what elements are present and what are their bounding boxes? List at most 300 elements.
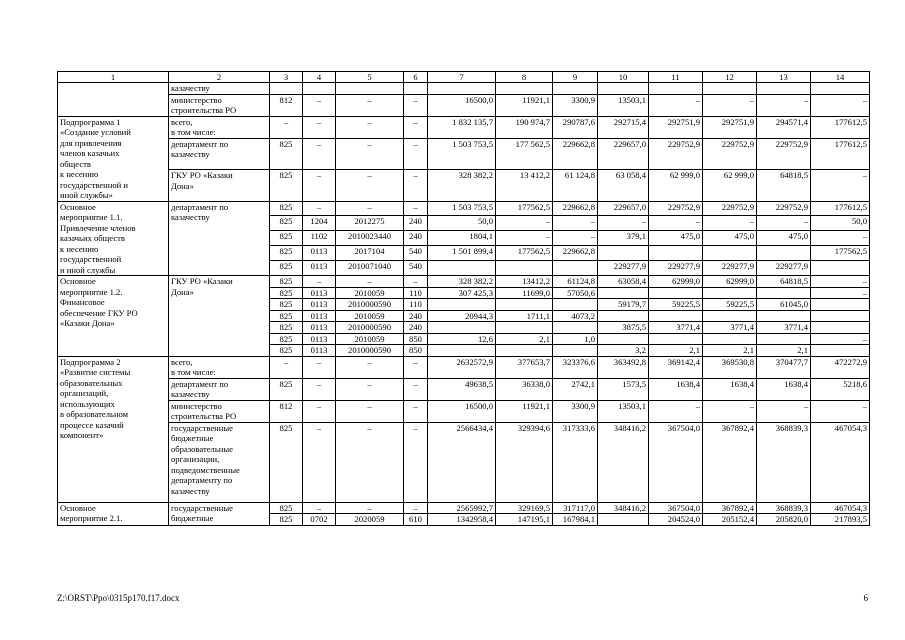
amount-cell: 2566434,4 bbox=[428, 422, 496, 502]
section-code-cell: – bbox=[303, 400, 336, 422]
amount-cell: 329169,5 bbox=[496, 502, 553, 514]
amount-cell bbox=[553, 322, 598, 334]
grbs-code-cell: 825 bbox=[270, 345, 303, 357]
amount-cell: 1638,4 bbox=[757, 378, 811, 400]
amount-cell bbox=[496, 345, 553, 357]
amount-cell: 61 124,8 bbox=[553, 170, 598, 202]
amount-cell bbox=[553, 345, 598, 357]
amount-cell bbox=[598, 514, 649, 526]
amount-cell: 205820,0 bbox=[757, 514, 811, 526]
amount-cell: 177562,5 bbox=[496, 246, 553, 261]
amount-cell: 177 562,5 bbox=[496, 138, 553, 170]
executor-cell: департамент по казачеству bbox=[169, 201, 270, 276]
expense-type-cell: – bbox=[404, 422, 428, 502]
amount-cell: 50,0 bbox=[811, 216, 870, 231]
amount-cell: 229752,9 bbox=[757, 201, 811, 216]
amount-cell: 64818,5 bbox=[757, 276, 811, 288]
table-row bbox=[58, 276, 870, 288]
amount-cell: 205152,4 bbox=[703, 514, 757, 526]
expense-type-cell: – bbox=[404, 170, 428, 202]
amount-cell: – bbox=[496, 231, 553, 246]
amount-cell: 2,1 bbox=[757, 345, 811, 357]
section-code-cell: 0113 bbox=[303, 322, 336, 334]
amount-cell: 1 503 753,5 bbox=[428, 201, 496, 216]
target-article-cell: – bbox=[336, 378, 404, 400]
col-header-7: 7 bbox=[428, 72, 496, 83]
expense-type-cell: – bbox=[404, 356, 428, 378]
grbs-code-cell: 812 bbox=[270, 94, 303, 116]
executor-cell: министерство строительства РО bbox=[169, 94, 270, 116]
section-code-cell: – bbox=[303, 356, 336, 378]
grbs-code-cell: 825 bbox=[270, 322, 303, 334]
amount-cell: 59225,5 bbox=[649, 299, 703, 311]
amount-cell: 2,1 bbox=[703, 345, 757, 357]
amount-cell: – bbox=[598, 216, 649, 231]
amount-cell: 50,0 bbox=[428, 216, 496, 231]
amount-cell: 64818,5 bbox=[757, 170, 811, 202]
section-code-cell: – bbox=[303, 170, 336, 202]
target-article-cell: 2010000590 bbox=[336, 322, 404, 334]
amount-cell: 1,0 bbox=[553, 333, 598, 345]
grbs-code-cell: 825 bbox=[270, 170, 303, 202]
expense-type-cell: 240 bbox=[404, 216, 428, 231]
amount-cell: – bbox=[757, 216, 811, 231]
expense-type-cell: – bbox=[404, 201, 428, 216]
amount-cell: 3300,9 bbox=[553, 400, 598, 422]
expense-type-cell: – bbox=[404, 378, 428, 400]
amount-cell: 2,1 bbox=[496, 333, 553, 345]
col-header-3: 3 bbox=[270, 72, 303, 83]
target-article-cell: – bbox=[336, 400, 404, 422]
amount-cell bbox=[757, 333, 811, 345]
amount-cell bbox=[757, 287, 811, 299]
amount-cell: 307 425,3 bbox=[428, 287, 496, 299]
amount-cell: 377653,7 bbox=[496, 356, 553, 378]
section-code-cell: 0113 bbox=[303, 310, 336, 322]
expense-type-cell: 240 bbox=[404, 322, 428, 334]
amount-cell bbox=[496, 261, 553, 276]
amount-cell: 229657,0 bbox=[598, 201, 649, 216]
col-header-2: 2 bbox=[169, 72, 270, 83]
amount-cell: 177562,5 bbox=[811, 246, 870, 261]
amount-cell: 11921,1 bbox=[496, 94, 553, 116]
target-article-cell: 2020059 bbox=[336, 514, 404, 526]
amount-cell: 368839,3 bbox=[757, 422, 811, 502]
target-article-cell: 2012275 bbox=[336, 216, 404, 231]
section-code-cell: 0113 bbox=[303, 333, 336, 345]
amount-cell bbox=[428, 322, 496, 334]
executor-cell: государственные бюджетные образовательные организации, подведомственные департаменту по казачеству bbox=[169, 422, 270, 502]
grbs-code-cell: 825 bbox=[270, 310, 303, 322]
amount-cell bbox=[598, 287, 649, 299]
expense-type-cell: 540 bbox=[404, 246, 428, 261]
section-code-cell: 1102 bbox=[303, 231, 336, 246]
target-article-cell: 2010000590 bbox=[336, 299, 404, 311]
amount-cell bbox=[598, 246, 649, 261]
amount-cell: 3771,4 bbox=[703, 322, 757, 334]
amount-cell: – bbox=[649, 94, 703, 116]
section-code-cell: 1204 bbox=[303, 216, 336, 231]
program-name-cell: Подпрограмма 1 «Создание условий для привлечения членов казачьих обществ к несению государственной и иной службы» bbox=[58, 116, 169, 201]
amount-cell bbox=[496, 83, 553, 95]
amount-cell: 1804,1 bbox=[428, 231, 496, 246]
table-row bbox=[58, 170, 870, 202]
amount-cell: – bbox=[811, 170, 870, 202]
amount-cell: 294571,4 bbox=[757, 116, 811, 138]
header-row bbox=[58, 72, 870, 83]
amount-cell: 13503,1 bbox=[598, 94, 649, 116]
amount-cell: 1573,5 bbox=[598, 378, 649, 400]
amount-cell: 3,2 bbox=[598, 345, 649, 357]
amount-cell bbox=[428, 261, 496, 276]
expense-type-cell: 240 bbox=[404, 231, 428, 246]
amount-cell: 363492,8 bbox=[598, 356, 649, 378]
amount-cell: – bbox=[703, 216, 757, 231]
section-code-cell bbox=[303, 83, 336, 95]
amount-cell: 467054,3 bbox=[811, 502, 870, 514]
expense-type-cell: – bbox=[404, 138, 428, 170]
expense-type-cell: – bbox=[404, 94, 428, 116]
target-article-cell: – bbox=[336, 138, 404, 170]
section-code-cell: 0113 bbox=[303, 261, 336, 276]
grbs-code-cell: 825 bbox=[270, 378, 303, 400]
amount-cell: 229752,9 bbox=[703, 138, 757, 170]
program-name-cell: Основное мероприятие 1.1. Привлечение членов казачьих обществ к несению государственной и иной службы bbox=[58, 201, 169, 276]
expense-type-cell: – bbox=[404, 502, 428, 514]
amount-cell: 49638,5 bbox=[428, 378, 496, 400]
grbs-code-cell: 825 bbox=[270, 502, 303, 514]
grbs-code-cell: 825 bbox=[270, 138, 303, 170]
target-article-cell: – bbox=[336, 356, 404, 378]
grbs-code-cell: 825 bbox=[270, 333, 303, 345]
amount-cell bbox=[811, 299, 870, 311]
program-name-cell bbox=[58, 83, 169, 117]
executor-cell: всего, в том числе: bbox=[169, 116, 270, 138]
col-header-13: 13 bbox=[757, 72, 811, 83]
col-header-4: 4 bbox=[303, 72, 336, 83]
expense-type-cell: – bbox=[404, 116, 428, 138]
amount-cell: 3300,9 bbox=[553, 94, 598, 116]
amount-cell: 167984,1 bbox=[553, 514, 598, 526]
amount-cell: 59179,7 bbox=[598, 299, 649, 311]
amount-cell: 2742,1 bbox=[553, 378, 598, 400]
col-header-6: 6 bbox=[404, 72, 428, 83]
target-article-cell: – bbox=[336, 116, 404, 138]
amount-cell bbox=[757, 83, 811, 95]
amount-cell: 229277,9 bbox=[703, 261, 757, 276]
executor-cell: государственные бюджетные bbox=[169, 502, 270, 525]
executor-cell: департамент по казачеству bbox=[169, 378, 270, 400]
page-number: 6 bbox=[863, 593, 868, 603]
target-article-cell: 2010071040 bbox=[336, 261, 404, 276]
amount-cell: 292715,4 bbox=[598, 116, 649, 138]
amount-cell: 63058,4 bbox=[598, 276, 649, 288]
amount-cell: 317117,0 bbox=[553, 502, 598, 514]
amount-cell bbox=[428, 345, 496, 357]
amount-cell: 369142,4 bbox=[649, 356, 703, 378]
expense-type-cell: – bbox=[404, 400, 428, 422]
amount-cell: – bbox=[553, 216, 598, 231]
amount-cell: 229752,9 bbox=[703, 201, 757, 216]
amount-cell: 2,1 bbox=[649, 345, 703, 357]
grbs-code-cell: 825 bbox=[270, 201, 303, 216]
section-code-cell: – bbox=[303, 276, 336, 288]
table-row bbox=[58, 138, 870, 170]
target-article-cell: 2010023440 bbox=[336, 231, 404, 246]
amount-cell: 348416,2 bbox=[598, 502, 649, 514]
amount-cell: 475,0 bbox=[757, 231, 811, 246]
amount-cell bbox=[649, 333, 703, 345]
target-article-cell: – bbox=[336, 170, 404, 202]
amount-cell: 229657,0 bbox=[598, 138, 649, 170]
amount-cell: 379,1 bbox=[598, 231, 649, 246]
target-article-cell: 2017104 bbox=[336, 246, 404, 261]
footer-file-path: Z:\ORST\Ppo\0315p170.f17.docx bbox=[57, 593, 180, 603]
expense-type-cell: 610 bbox=[404, 514, 428, 526]
amount-cell: 229752,9 bbox=[649, 138, 703, 170]
amount-cell bbox=[811, 261, 870, 276]
amount-cell: 1638,4 bbox=[703, 378, 757, 400]
col-header-8: 8 bbox=[496, 72, 553, 83]
target-article-cell: – bbox=[336, 201, 404, 216]
amount-cell: 3771,4 bbox=[757, 322, 811, 334]
amount-cell bbox=[703, 287, 757, 299]
target-article-cell: – bbox=[336, 422, 404, 502]
amount-cell: 292751,9 bbox=[649, 116, 703, 138]
program-name-cell: Основное мероприятие 1.2. Финансовое обеспечение ГКУ РО «Казаки Дона» bbox=[58, 276, 169, 357]
amount-cell: 2632572,9 bbox=[428, 356, 496, 378]
amount-cell bbox=[703, 246, 757, 261]
expense-type-cell: 540 bbox=[404, 261, 428, 276]
amount-cell bbox=[811, 310, 870, 322]
expense-type-cell: 240 bbox=[404, 310, 428, 322]
amount-cell: 12,6 bbox=[428, 333, 496, 345]
amount-cell bbox=[553, 261, 598, 276]
amount-cell: 177612,5 bbox=[811, 138, 870, 170]
amount-cell bbox=[811, 322, 870, 334]
amount-cell: 472272,9 bbox=[811, 356, 870, 378]
amount-cell: – bbox=[553, 231, 598, 246]
amount-cell: 217893,5 bbox=[811, 514, 870, 526]
executor-cell: департамент по казачеству bbox=[169, 138, 270, 170]
amount-cell: 57050,6 bbox=[553, 287, 598, 299]
amount-cell: 59225,5 bbox=[703, 299, 757, 311]
target-article-cell: 2010059 bbox=[336, 287, 404, 299]
col-header-1: 1 bbox=[58, 72, 169, 83]
amount-cell: 368839,3 bbox=[757, 502, 811, 514]
section-code-cell: 0113 bbox=[303, 299, 336, 311]
amount-cell: – bbox=[649, 216, 703, 231]
grbs-code-cell: 825 bbox=[270, 216, 303, 231]
amount-cell: 190 974,7 bbox=[496, 116, 553, 138]
grbs-code-cell: 825 bbox=[270, 287, 303, 299]
amount-cell: – bbox=[757, 400, 811, 422]
amount-cell bbox=[649, 83, 703, 95]
amount-cell: 16500,0 bbox=[428, 400, 496, 422]
amount-cell: – bbox=[811, 276, 870, 288]
col-header-5: 5 bbox=[336, 72, 404, 83]
section-code-cell: – bbox=[303, 201, 336, 216]
amount-cell: 13412,2 bbox=[496, 276, 553, 288]
amount-cell: 177562,5 bbox=[496, 201, 553, 216]
amount-cell: 1638,4 bbox=[649, 378, 703, 400]
amount-cell: 11921,1 bbox=[496, 400, 553, 422]
amount-cell: 177612,5 bbox=[811, 116, 870, 138]
amount-cell: 475,0 bbox=[649, 231, 703, 246]
amount-cell: 1 503 753,5 bbox=[428, 138, 496, 170]
target-article-cell: 2010059 bbox=[336, 310, 404, 322]
grbs-code-cell: 825 bbox=[270, 514, 303, 526]
target-article-cell: 2010000590 bbox=[336, 345, 404, 357]
executor-cell: казачеству bbox=[169, 83, 270, 95]
amount-cell: 62999,0 bbox=[649, 276, 703, 288]
amount-cell: 369530,8 bbox=[703, 356, 757, 378]
table-row bbox=[58, 94, 870, 116]
amount-cell: 13503,1 bbox=[598, 400, 649, 422]
section-code-cell: – bbox=[303, 138, 336, 170]
amount-cell: 290787,6 bbox=[553, 116, 598, 138]
amount-cell bbox=[649, 246, 703, 261]
amount-cell: 3875,5 bbox=[598, 322, 649, 334]
amount-cell bbox=[598, 333, 649, 345]
section-code-cell: 0113 bbox=[303, 345, 336, 357]
grbs-code-cell: 825 bbox=[270, 246, 303, 261]
amount-cell: 62999,0 bbox=[703, 276, 757, 288]
target-article-cell: – bbox=[336, 502, 404, 514]
amount-cell: – bbox=[811, 94, 870, 116]
amount-cell bbox=[428, 83, 496, 95]
table-row bbox=[58, 422, 870, 502]
amount-cell: 317333,6 bbox=[553, 422, 598, 502]
table-row bbox=[58, 356, 870, 378]
col-header-12: 12 bbox=[703, 72, 757, 83]
target-article-cell bbox=[336, 83, 404, 95]
amount-cell: 62 999,0 bbox=[703, 170, 757, 202]
grbs-code-cell: – bbox=[270, 116, 303, 138]
amount-cell bbox=[811, 83, 870, 95]
section-code-cell: – bbox=[303, 94, 336, 116]
expense-type-cell: 850 bbox=[404, 345, 428, 357]
amount-cell: 36338,0 bbox=[496, 378, 553, 400]
amount-cell bbox=[811, 345, 870, 357]
amount-cell bbox=[757, 246, 811, 261]
table-row bbox=[58, 201, 870, 216]
amount-cell: 229662,8 bbox=[553, 246, 598, 261]
amount-cell bbox=[598, 310, 649, 322]
table-row bbox=[58, 116, 870, 138]
program-name-cell: Подпрограмма 2 «Развитие системы образовательных организаций, использующих в образовательном процессе казачий компонент» bbox=[58, 356, 169, 502]
target-article-cell: – bbox=[336, 276, 404, 288]
grbs-code-cell: – bbox=[270, 356, 303, 378]
amount-cell: 367504,0 bbox=[649, 422, 703, 502]
table-body bbox=[58, 72, 870, 526]
amount-cell: 204524,0 bbox=[649, 514, 703, 526]
section-code-cell: – bbox=[303, 116, 336, 138]
section-code-cell: – bbox=[303, 502, 336, 514]
amount-cell: 61045,0 bbox=[757, 299, 811, 311]
amount-cell: 61124,8 bbox=[553, 276, 598, 288]
executor-cell: министерство строительства РО bbox=[169, 400, 270, 422]
amount-cell: 367892,4 bbox=[703, 422, 757, 502]
amount-cell: – bbox=[811, 231, 870, 246]
amount-cell bbox=[649, 310, 703, 322]
amount-cell: 370477,7 bbox=[757, 356, 811, 378]
amount-cell bbox=[649, 287, 703, 299]
amount-cell: 329394,6 bbox=[496, 422, 553, 502]
amount-cell: 16500,0 bbox=[428, 94, 496, 116]
amount-cell: 328 382,2 bbox=[428, 170, 496, 202]
col-header-10: 10 bbox=[598, 72, 649, 83]
amount-cell: – bbox=[649, 400, 703, 422]
section-code-cell: – bbox=[303, 378, 336, 400]
expense-type-cell bbox=[404, 83, 428, 95]
amount-cell: – bbox=[703, 400, 757, 422]
amount-cell: 229752,9 bbox=[757, 138, 811, 170]
grbs-code-cell bbox=[270, 83, 303, 95]
col-header-9: 9 bbox=[553, 72, 598, 83]
amount-cell: 328 382,2 bbox=[428, 276, 496, 288]
table-row bbox=[58, 83, 870, 95]
amount-cell bbox=[553, 83, 598, 95]
amount-cell: 13 412,2 bbox=[496, 170, 553, 202]
amount-cell bbox=[428, 299, 496, 311]
grbs-code-cell: 825 bbox=[270, 231, 303, 246]
amount-cell: 367504,0 bbox=[649, 502, 703, 514]
executor-cell: всего, в том числе: bbox=[169, 356, 270, 378]
executor-cell: ГКУ РО «Казаки Дона» bbox=[169, 276, 270, 357]
table-row bbox=[58, 400, 870, 422]
amount-cell: 1 501 899,4 bbox=[428, 246, 496, 261]
amount-cell bbox=[703, 310, 757, 322]
amount-cell: 2565992,7 bbox=[428, 502, 496, 514]
section-code-cell: 0113 bbox=[303, 287, 336, 299]
amount-cell: 11699,0 bbox=[496, 287, 553, 299]
amount-cell: – bbox=[496, 216, 553, 231]
budget-table bbox=[57, 71, 870, 526]
amount-cell: – bbox=[811, 400, 870, 422]
amount-cell: 229752,9 bbox=[649, 201, 703, 216]
amount-cell: 229662,8 bbox=[553, 138, 598, 170]
amount-cell: 1342958,4 bbox=[428, 514, 496, 526]
expense-type-cell: 110 bbox=[404, 299, 428, 311]
grbs-code-cell: 812 bbox=[270, 400, 303, 422]
amount-cell: – bbox=[757, 94, 811, 116]
program-name-cell: Основное мероприятие 2.1. bbox=[58, 502, 169, 525]
target-article-cell: – bbox=[336, 94, 404, 116]
amount-cell: 4073,2 bbox=[553, 310, 598, 322]
amount-cell bbox=[496, 322, 553, 334]
table-row bbox=[58, 378, 870, 400]
amount-cell: 323376,6 bbox=[553, 356, 598, 378]
amount-cell: 147195,1 bbox=[496, 514, 553, 526]
amount-cell: – bbox=[703, 94, 757, 116]
amount-cell: 467054,3 bbox=[811, 422, 870, 502]
amount-cell: 229277,9 bbox=[649, 261, 703, 276]
section-code-cell: – bbox=[303, 422, 336, 502]
amount-cell: 1 832 135,7 bbox=[428, 116, 496, 138]
amount-cell: 177612,5 bbox=[811, 201, 870, 216]
section-code-cell: 0702 bbox=[303, 514, 336, 526]
amount-cell: – bbox=[811, 333, 870, 345]
grbs-code-cell: 825 bbox=[270, 299, 303, 311]
amount-cell: 229277,9 bbox=[598, 261, 649, 276]
executor-cell: ГКУ РО «Казаки Дона» bbox=[169, 170, 270, 202]
amount-cell bbox=[598, 83, 649, 95]
expense-type-cell: – bbox=[404, 276, 428, 288]
amount-cell: 5218,6 bbox=[811, 378, 870, 400]
expense-type-cell: 110 bbox=[404, 287, 428, 299]
amount-cell: 292751,9 bbox=[703, 116, 757, 138]
